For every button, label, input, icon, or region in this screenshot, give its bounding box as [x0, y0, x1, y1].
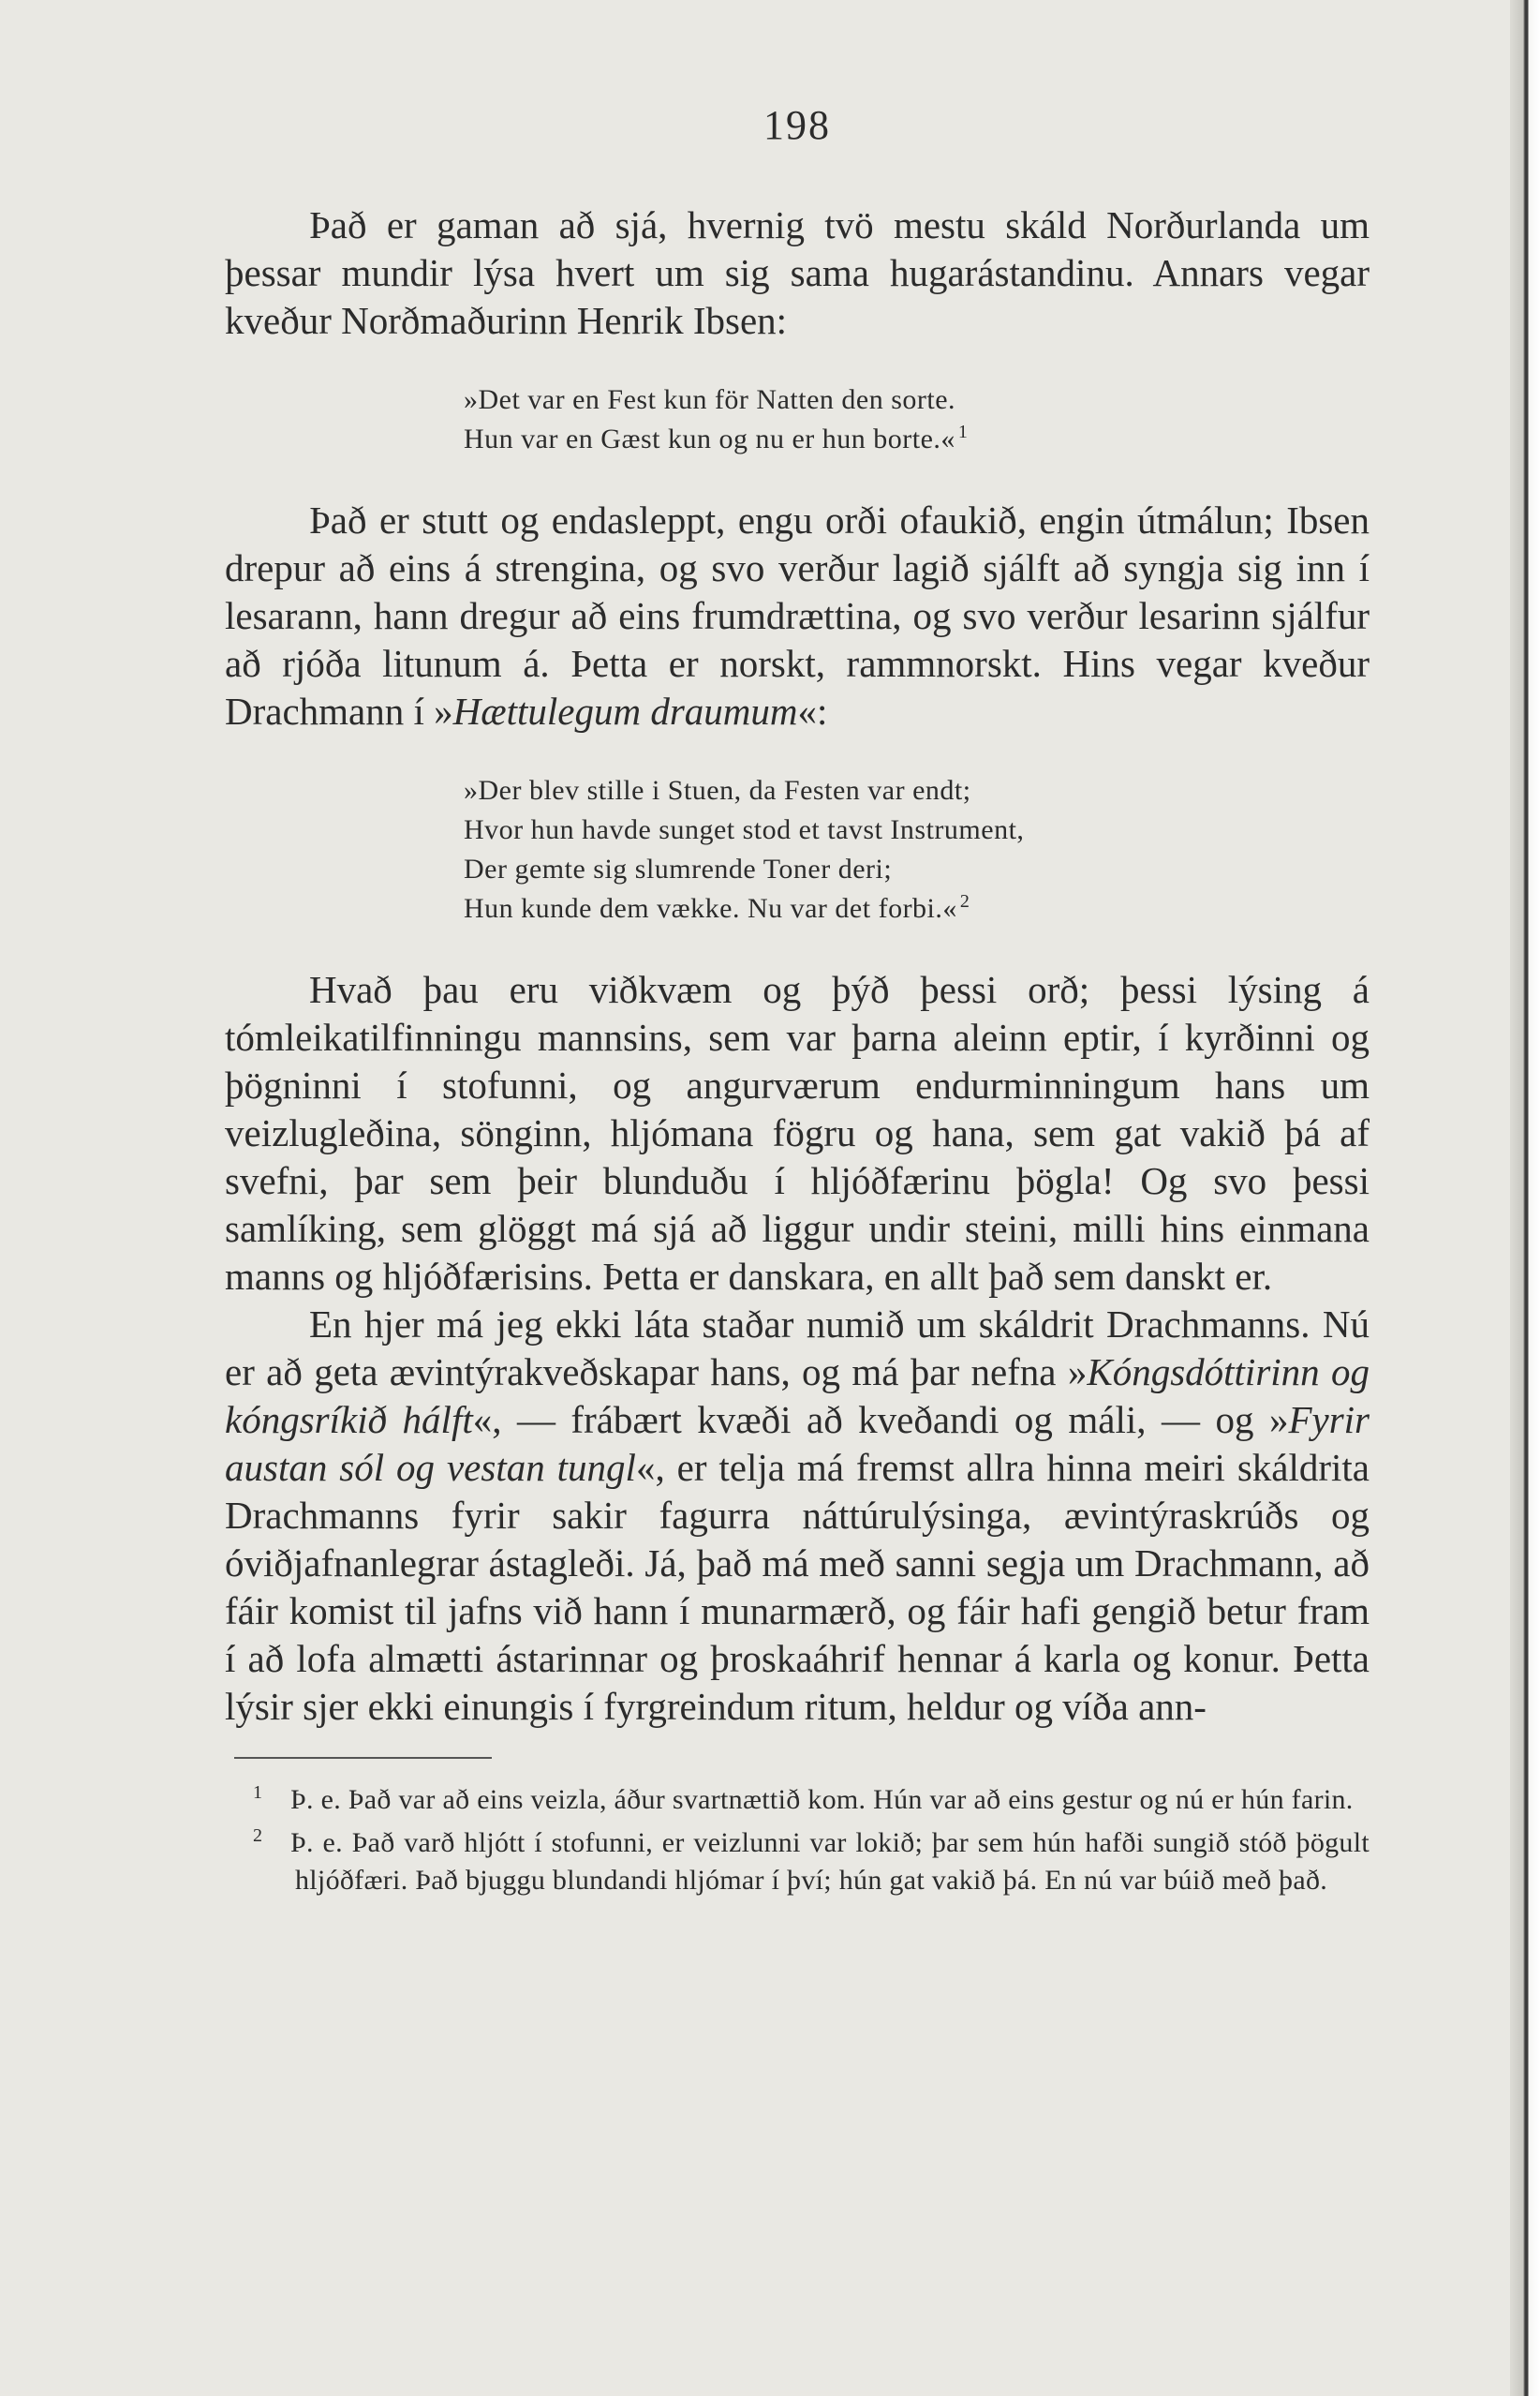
page-edge: [1510, 0, 1540, 2396]
title-haettulegum-draumum: Hættulegum draumum: [452, 690, 798, 733]
footnote-divider: [234, 1757, 492, 1759]
page-number: 198: [763, 102, 831, 148]
paragraph-4: En hjer má jeg ekki láta staðar numið um skáldrit Drachmanns. Nú er að geta ævintýrakveðskapar hans, og má þar nefna »Kóngsdóttirinn og kóngsríkið hálft«, — frábært kvæði að kveðandi og máli, — og »Fyrir austan sól og vestan tungl«, er telja má fremst allra hinna meiri skáldrita Drachmanns fyrir sakir fagurra náttúrulýsinga, ævintýraskrúðs og óviðjafnanlegrar ástagleði. Já, það má með sanni segja um Drachmann, að fáir komist til jafns við hann í munarmærð, og fáir hafi gengið betur fram í að lofa almætti ástarinnar og þroskaáhrif hennar á karla og konur. Þetta lýsir sjer ekki einungis í fyrgreindum ritum, heldur og víða ann-: [225, 1302, 1370, 1728]
footnote-ref-1: 1: [957, 422, 969, 442]
footnote-ref-2: 2: [959, 891, 970, 912]
page-content: [225, 101, 1370, 1905]
verse-line: »Der blev stille i Stuen, da Festen var endt;: [464, 775, 971, 806]
verse-line: »Det var en Fest kun för Natten den sorte.: [464, 384, 956, 415]
title-fyrir-austan-sol: Fyrir austan sól og vestan tungl: [225, 1398, 1370, 1489]
footnote-2: 2 Þ. e. Það varð hljótt í stofunni, er veizlunni var lokið; þar sem hún hafði sungið stóð þögult hljóðfæri. Það bjuggu blundandi hljómar í því; hún gat vakið þá. En nú var búið með það.: [253, 1825, 1370, 1896]
paragraph-1: Það er gaman að sjá, hvernig tvö mestu skáld Norðurlanda um þessar mundir lýsa hvert um sig sama hugarástandinu. Annars vegar kveður Norðmaðurinn Henrik Ibsen:: [225, 203, 1370, 342]
verse-line: Hun var en Gæst kun og nu er hun borte.« $^1$: [464, 422, 969, 454]
paragraph-3: Hvað þau eru viðkvæm og þýð þessi orð; þessi lýsing á tómleikatilfinningu mannsins, sem var þarna aleinn eptir, í kyrðinni og þögninni í stofunni, og angurværum endurminningum hans um veizlugleðina, sönginn, hljómana fögru og hana, sem gat vakið þá af svefni, þar sem þeir blunduðu í hljóðfærinu þögla! Og svo þessi samlíking, sem glöggt má sjá að liggur undir steini, milli hins einmana manns og hljóðfærisins. Þetta er danskara, en allt það sem danskt er.: [225, 968, 1370, 1298]
paragraph-2: Það er stutt og endasleppt, engu orði ofaukið, engin útmálun; Ibsen drepur að eins á strengina, og svo verður lagið sjálft að syngja sig inn í lesarann, hann dregur að eins frumdrættina, og svo verður lesarinn sjálfur að rjóða litunum á. Þetta er norskt, rammnorskt. Hins vegar kveður Drachmann í »Hættulegum draumum«:: [225, 499, 1370, 733]
verse-line: Der gemte sig slumrende Toner deri;: [464, 854, 893, 885]
footnote-1: 1 Þ. e. Það var að eins veizla, áður svartnættið kom. Hún var að eins gestur og nú er hún farin.: [253, 1782, 1354, 1815]
verse-line: Hvor hun havde sunget stod et tavst Instrument,: [464, 814, 1025, 845]
verse-line: Hun kunde dem vække. Nu var det forbi.« $^2$: [464, 891, 970, 924]
title-kongsdottirinn: Kóngsdóttirinn og kóngsríkið hálft: [225, 1350, 1370, 1441]
verse-drachmann: [464, 771, 1370, 929]
verse-ibsen: [464, 380, 1370, 459]
